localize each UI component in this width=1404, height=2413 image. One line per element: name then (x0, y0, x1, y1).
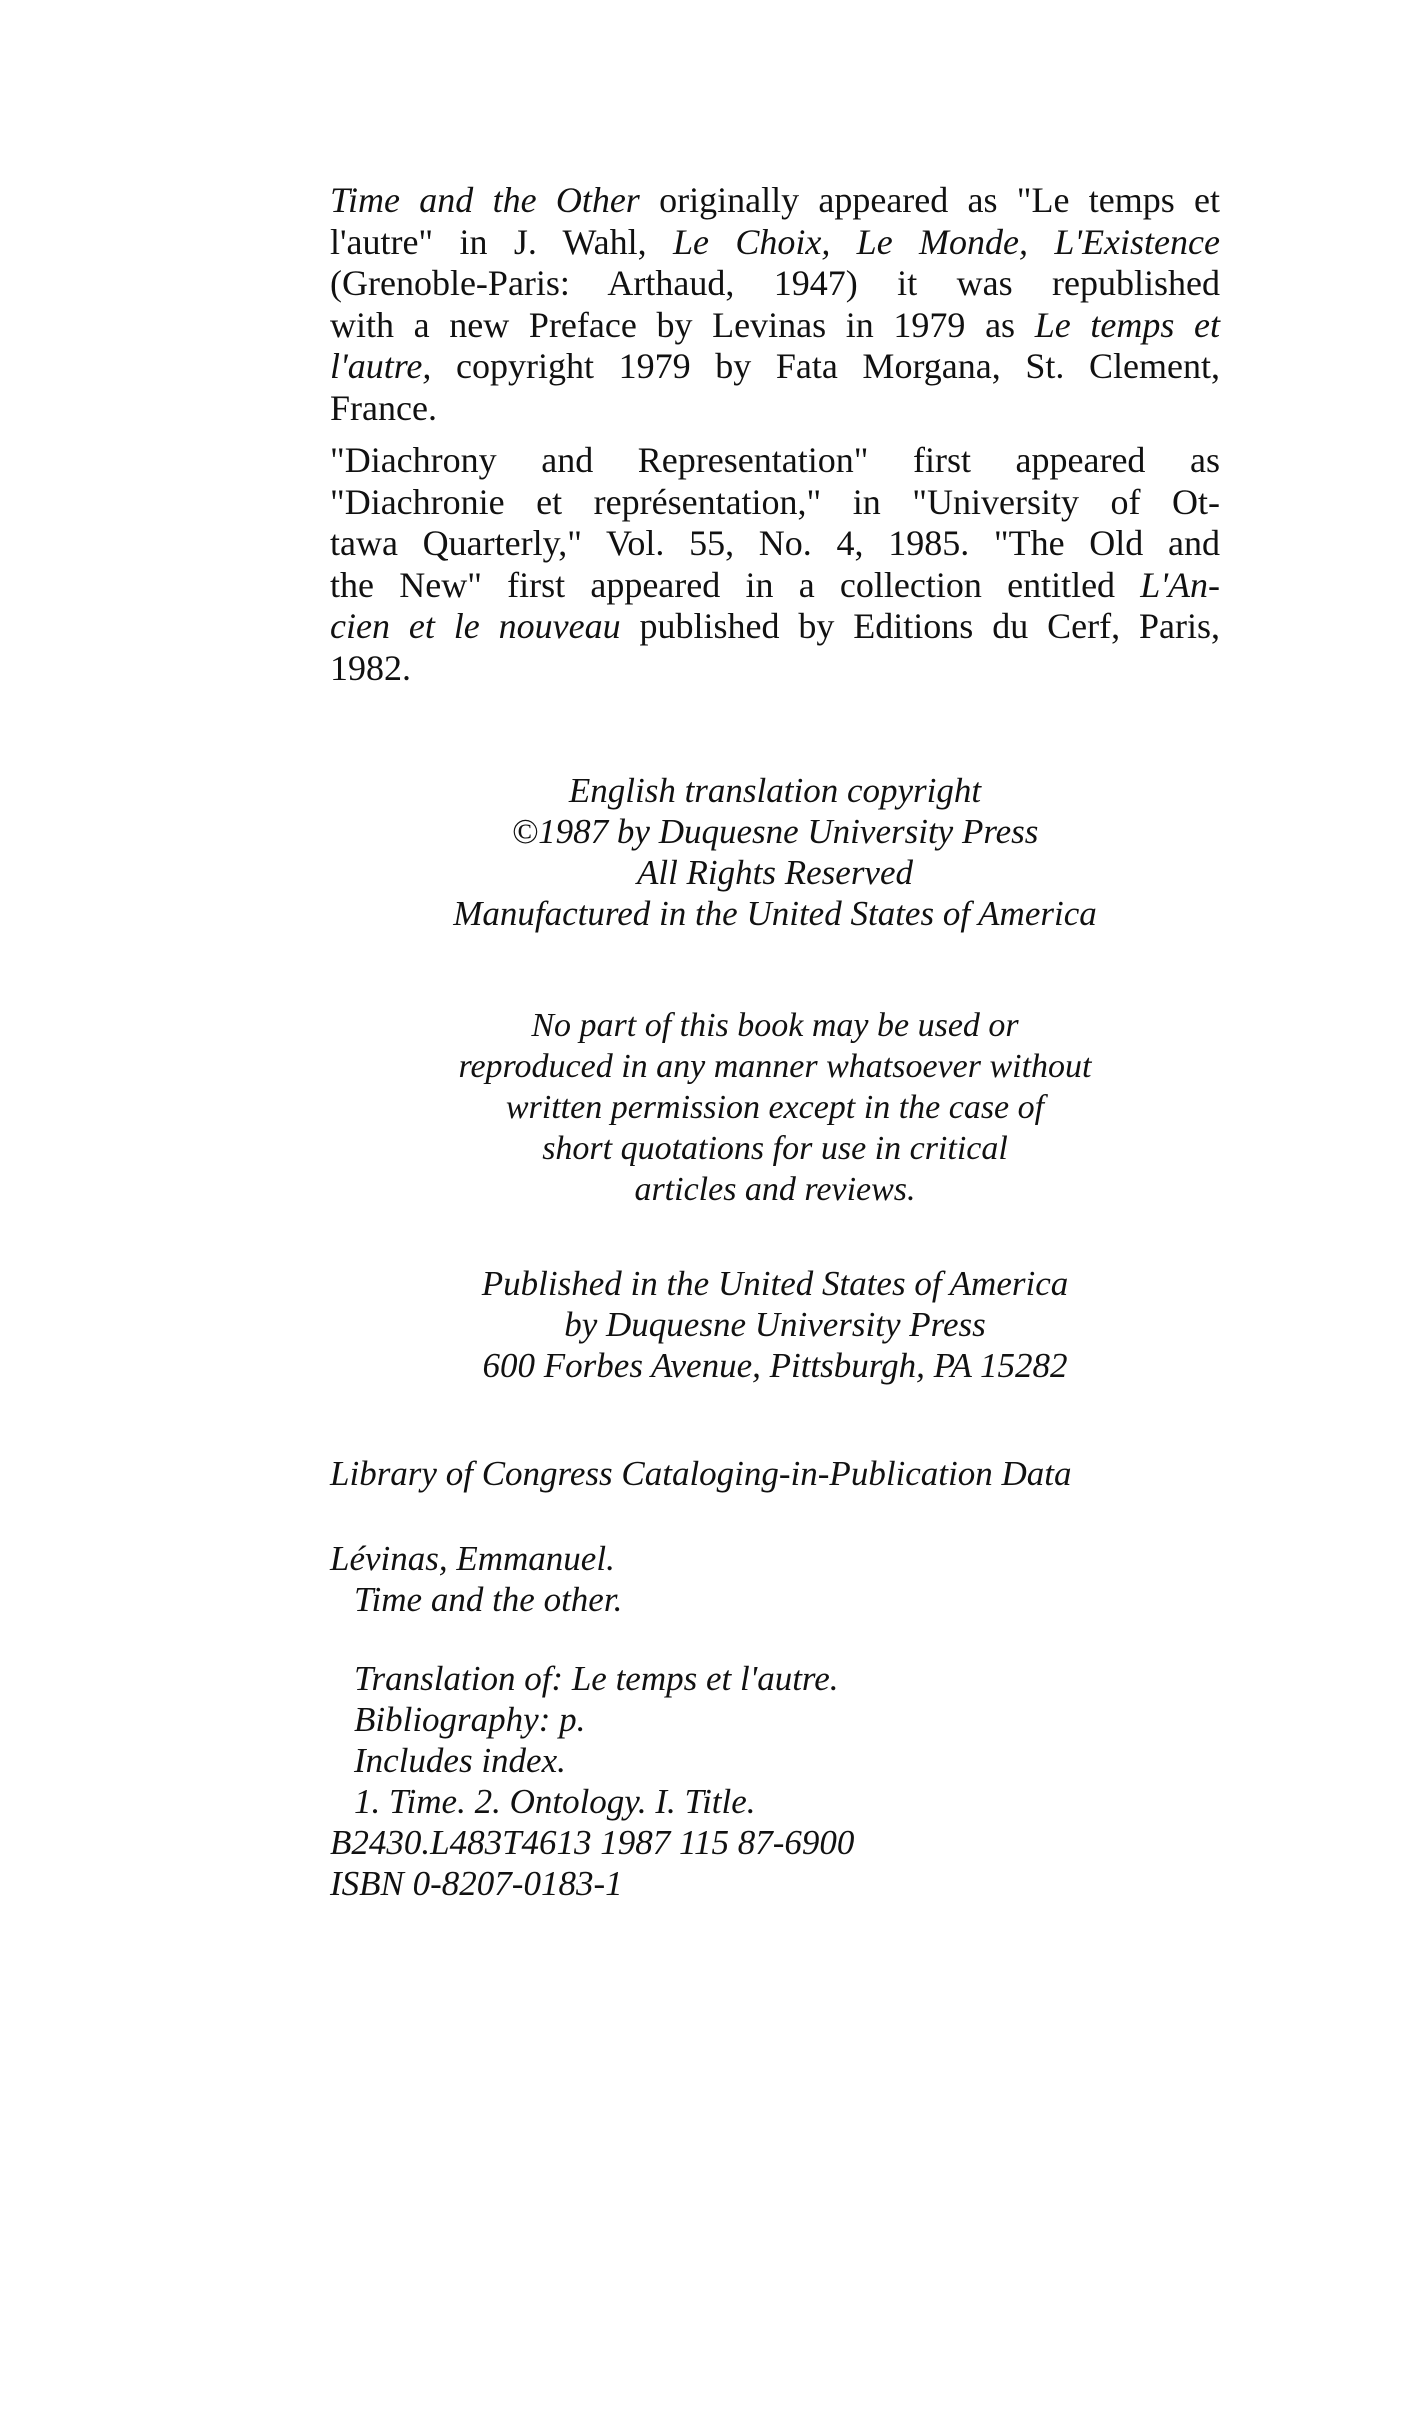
source-title: Le Choix, Le Monde, L'Existence (672, 221, 1220, 262)
text-line: articles and reviews. (634, 1171, 916, 1208)
publication-history-paragraph (330, 180, 1220, 429)
text-line: English translation copyright (568, 771, 982, 810)
text-line: 1982. (330, 647, 411, 688)
text-line: l'autre" in J. Wahl, Le Choix, Le Monde, L'Existence (330, 221, 1220, 262)
text-line: by Duquesne University Press (564, 1305, 986, 1344)
translation-copyright-block (330, 770, 1220, 934)
text-line: tawa Quarterly," Vol. 55, No. 4, 1985. "The Old and (330, 523, 1220, 563)
text-line: Time and the Other originally appeared as "Le temps et (330, 180, 1220, 220)
cip-title: Time and the other. (354, 1580, 623, 1619)
text-line: (Grenoble-Paris: Arthaud, 1947) it was republished (330, 263, 1220, 303)
text-line: l'autre, copyright 1979 by Fata Morgana, St. Clement, (330, 346, 1220, 386)
cip-note: 1. Time. 2. Ontology. I. Title. (354, 1782, 756, 1821)
cip-heading: Library of Congress Cataloging-in-Publication Data (330, 1454, 1072, 1493)
cip-author-entry (330, 1538, 1220, 1620)
text-line: 600 Forbes Avenue, Pittsburgh, PA 15282 (482, 1346, 1068, 1385)
collection-title: cien et le nouveau (330, 606, 621, 646)
text-line: Manufactured in the United States of America (453, 894, 1097, 933)
text-line: reproduced in any manner whatsoever without (458, 1048, 1092, 1085)
publisher-block (330, 1263, 1220, 1386)
french-title: Le temps et (1034, 304, 1220, 345)
text-line: ©1987 by Duquesne University Press (511, 812, 1039, 851)
rights-reserved-block (330, 1005, 1220, 1210)
cip-isbn: ISBN 0-8207-0183-1 (330, 1864, 623, 1903)
cip-note: Bibliography: p. (354, 1700, 586, 1739)
work-title: Time and the Other (330, 180, 640, 220)
text-line: cien et le nouveau published by Editions du Cerf, Paris, (330, 606, 1220, 646)
text-line: with a new Preface by Levinas in 1979 as Le temps et (330, 304, 1220, 345)
cip-author: Lévinas, Emmanuel. (330, 1539, 615, 1578)
text-line: "Diachronie et représentation," in "University of Ot- (330, 481, 1220, 522)
text-line: the New" first appeared in a collection entitled L'An- (330, 564, 1220, 605)
text-line: France. (330, 387, 437, 428)
cip-note: Includes index. (354, 1741, 566, 1780)
cip-call-number: B2430.L483T4613 1987 115 87-6900 (330, 1823, 855, 1862)
cip-note: Translation of: Le temps et l'autre. (354, 1659, 839, 1698)
text-line: No part of this book may be used or (531, 1007, 1019, 1044)
text-line: "Diachrony and Representation" first appeared as (330, 440, 1220, 480)
text-line: All Rights Reserved (636, 853, 914, 892)
essay-history-paragraph (330, 440, 1220, 689)
text-line: short quotations for use in critical (542, 1130, 1008, 1167)
french-title: l'autre, (330, 346, 432, 386)
cip-notes (330, 1658, 1220, 1904)
text-line: written permission except in the case of (505, 1089, 1045, 1126)
text-line: Published in the United States of America (481, 1264, 1069, 1303)
collection-title: L'An- (1140, 564, 1220, 605)
